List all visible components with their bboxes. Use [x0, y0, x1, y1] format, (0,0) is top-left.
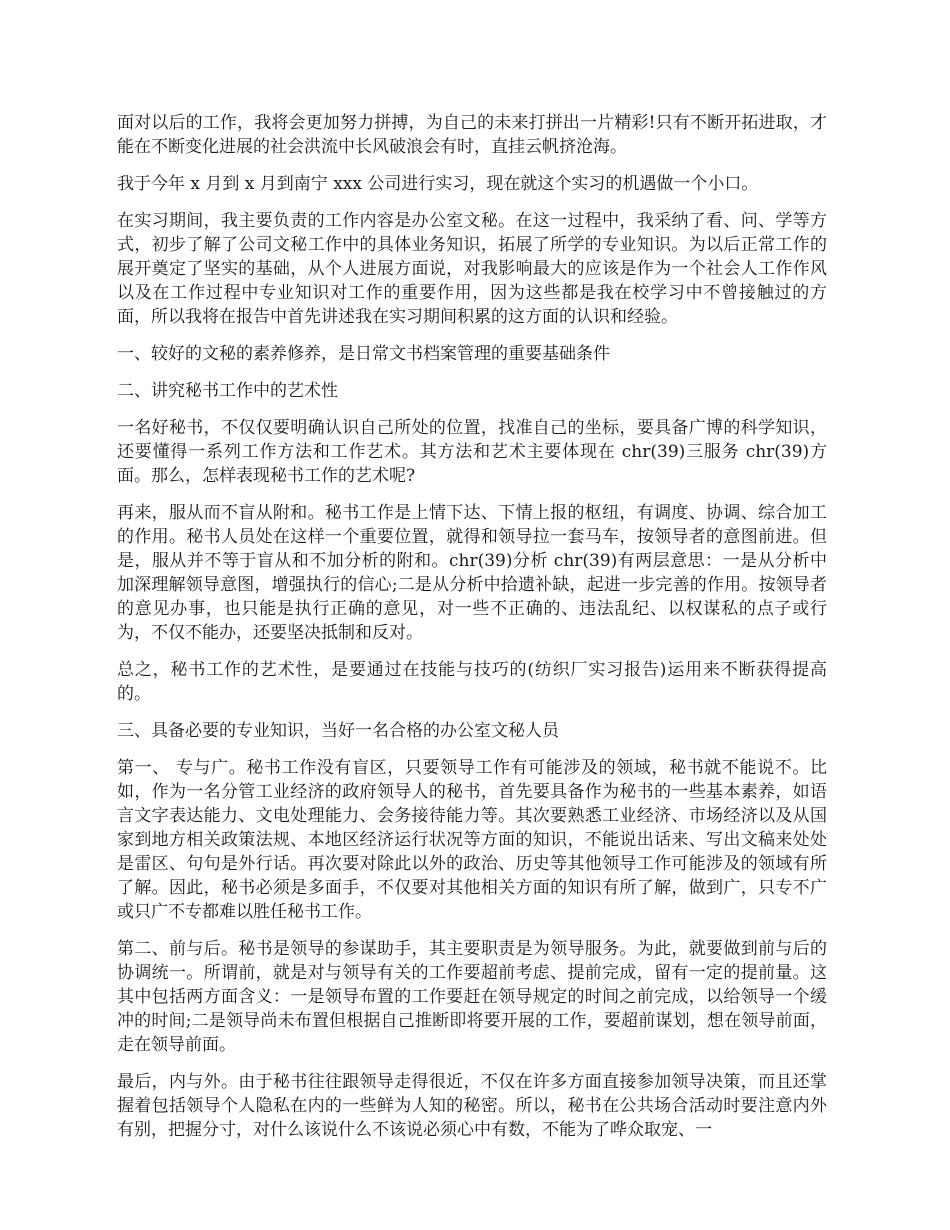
- paragraph-before-after: 第二、前与后。秘书是领导的参谋助手，其主要职责是为领导服务。为此，就要做到前与后的协调统一。所谓前，就是对与领导有关的工作要超前考虑、提前完成，留有一定的提前量。这其中包括两方面含义：一是领导布置的工作要赶在领导规定的时间之前完成，以给领导一个缓冲的时间;二是领导尚未布置但根据自己推断即将要开展的工作，要超前谋划，想在领导前面，走在领导前面。: [117, 939, 827, 1055]
- paragraph-internship-duties: 在实习期间，我主要负责的工作内容是办公室文秘。在这一过程中，我采纳了看、问、学等方式，初步了解了公司文秘工作中的具体业务知识，拓展了所学的专业知识。为以后正常工作的展开奠定了坚实的基础，从个人进展方面说，对我影响最大的应该是作为一个社会人工作作风以及在工作过程中专业知识对工作的重要作用，因为这些都是我在校学习中不曾接触过的方面，所以我将在报告中首先讲述我在实习期间积累的这方面的认识和经验。: [117, 211, 827, 327]
- paragraph-specialty-breadth: 第一、 专与广。秘书工作没有盲区，只要领导工作有可能涉及的领域，秘书就不能说不。比如，作为一名分管工业经济的政府领导人的秘书，首先要具备作为秘书的一些基本素养，如语言文字表达能力、文电处理能力、会务接待能力等。其次要熟悉工业经济、市场经济以及从国家到地方相关政策法规、本地区经济运行状况等方面的知识，不能说出话来、写出文稿来处处是雷区、句句是外行话。再次要对除此以外的政治、历史等其他领导工作可能涉及的领域有所了解。因此，秘书必须是多面手，不仅要对其他相关方面的知识有所了解，做到广，只专不广或只广不专都难以胜任秘书工作。: [117, 758, 827, 922]
- section-heading-1: 一、较好的文秘的素养修养，是日常文书档案管理的重要基础条件: [117, 344, 610, 364]
- paragraph-summary-art: 总之，秘书工作的艺术性，是要通过在技能与技巧的(纺织厂实习报告)运用来不断获得提高的。: [117, 660, 827, 704]
- document-body: [117, 111, 827, 1142]
- paragraph-inside-outside: 最后，内与外。由于秘书往往跟领导走得很近，不仅在许多方面直接参加领导决策，而且还掌握着包括领导个人隐私在内的一些鲜为人知的秘密。所以，秘书在公共场合活动时要注意内外有别，把握分寸，对什么该说什么不该说必须心中有数，不能为了哗众取宠、一: [117, 1072, 827, 1140]
- section-heading-3: 三、具备必要的专业知识，当好一名合格的办公室文秘人员: [117, 721, 559, 741]
- paragraph-internship-intro: 我于今年 x 月到 x 月到南宁 xxx 公司进行实习，现在就这个实习的机遇做一个小口。: [117, 174, 759, 194]
- paragraph-closing-resolve: 面对以后的工作，我将会更加努力拼搏，为自己的未来打拼出一片精彩!只有不断开拓进取，才能在不断变化进展的社会洪流中长风破浪会有时，直挂云帆挤沧海。: [117, 113, 827, 157]
- paragraph-good-secretary: 一名好秘书，不仅仅要明确认识自己所处的位置，找准自己的坐标，要具备广博的科学知识，还要懂得一系列工作方法和工作艺术。其方法和艺术主要体现在 chr(39)三服务 chr(39)方面。那么，怎样表现秘书工作的艺术呢?: [117, 418, 827, 486]
- paragraph-obey-not-blindly: 再来，服从而不盲从附和。秘书工作是上情下达、下情上报的枢纽，有调度、协调、综合加工的作用。秘书人员处在这样一个重要位置，就得和领导拉一套马车，按领导者的意图前进。但是，服从并不等于盲从和不加分析的附和。chr(39)分析 chr(39)有两层意思：一是从分析中加深理解领导意图，增强执行的信心;二是从分析中拾遗补缺，起进一步完善的作用。按领导者的意见办事，也只能是执行正确的意见，对一些不正确的、违法乱纪、以权谋私的点子或行为，不仅不能办，还要坚决抵制和反对。: [117, 503, 827, 643]
- section-heading-2: 二、讲究秘书工作中的艺术性: [117, 381, 338, 401]
